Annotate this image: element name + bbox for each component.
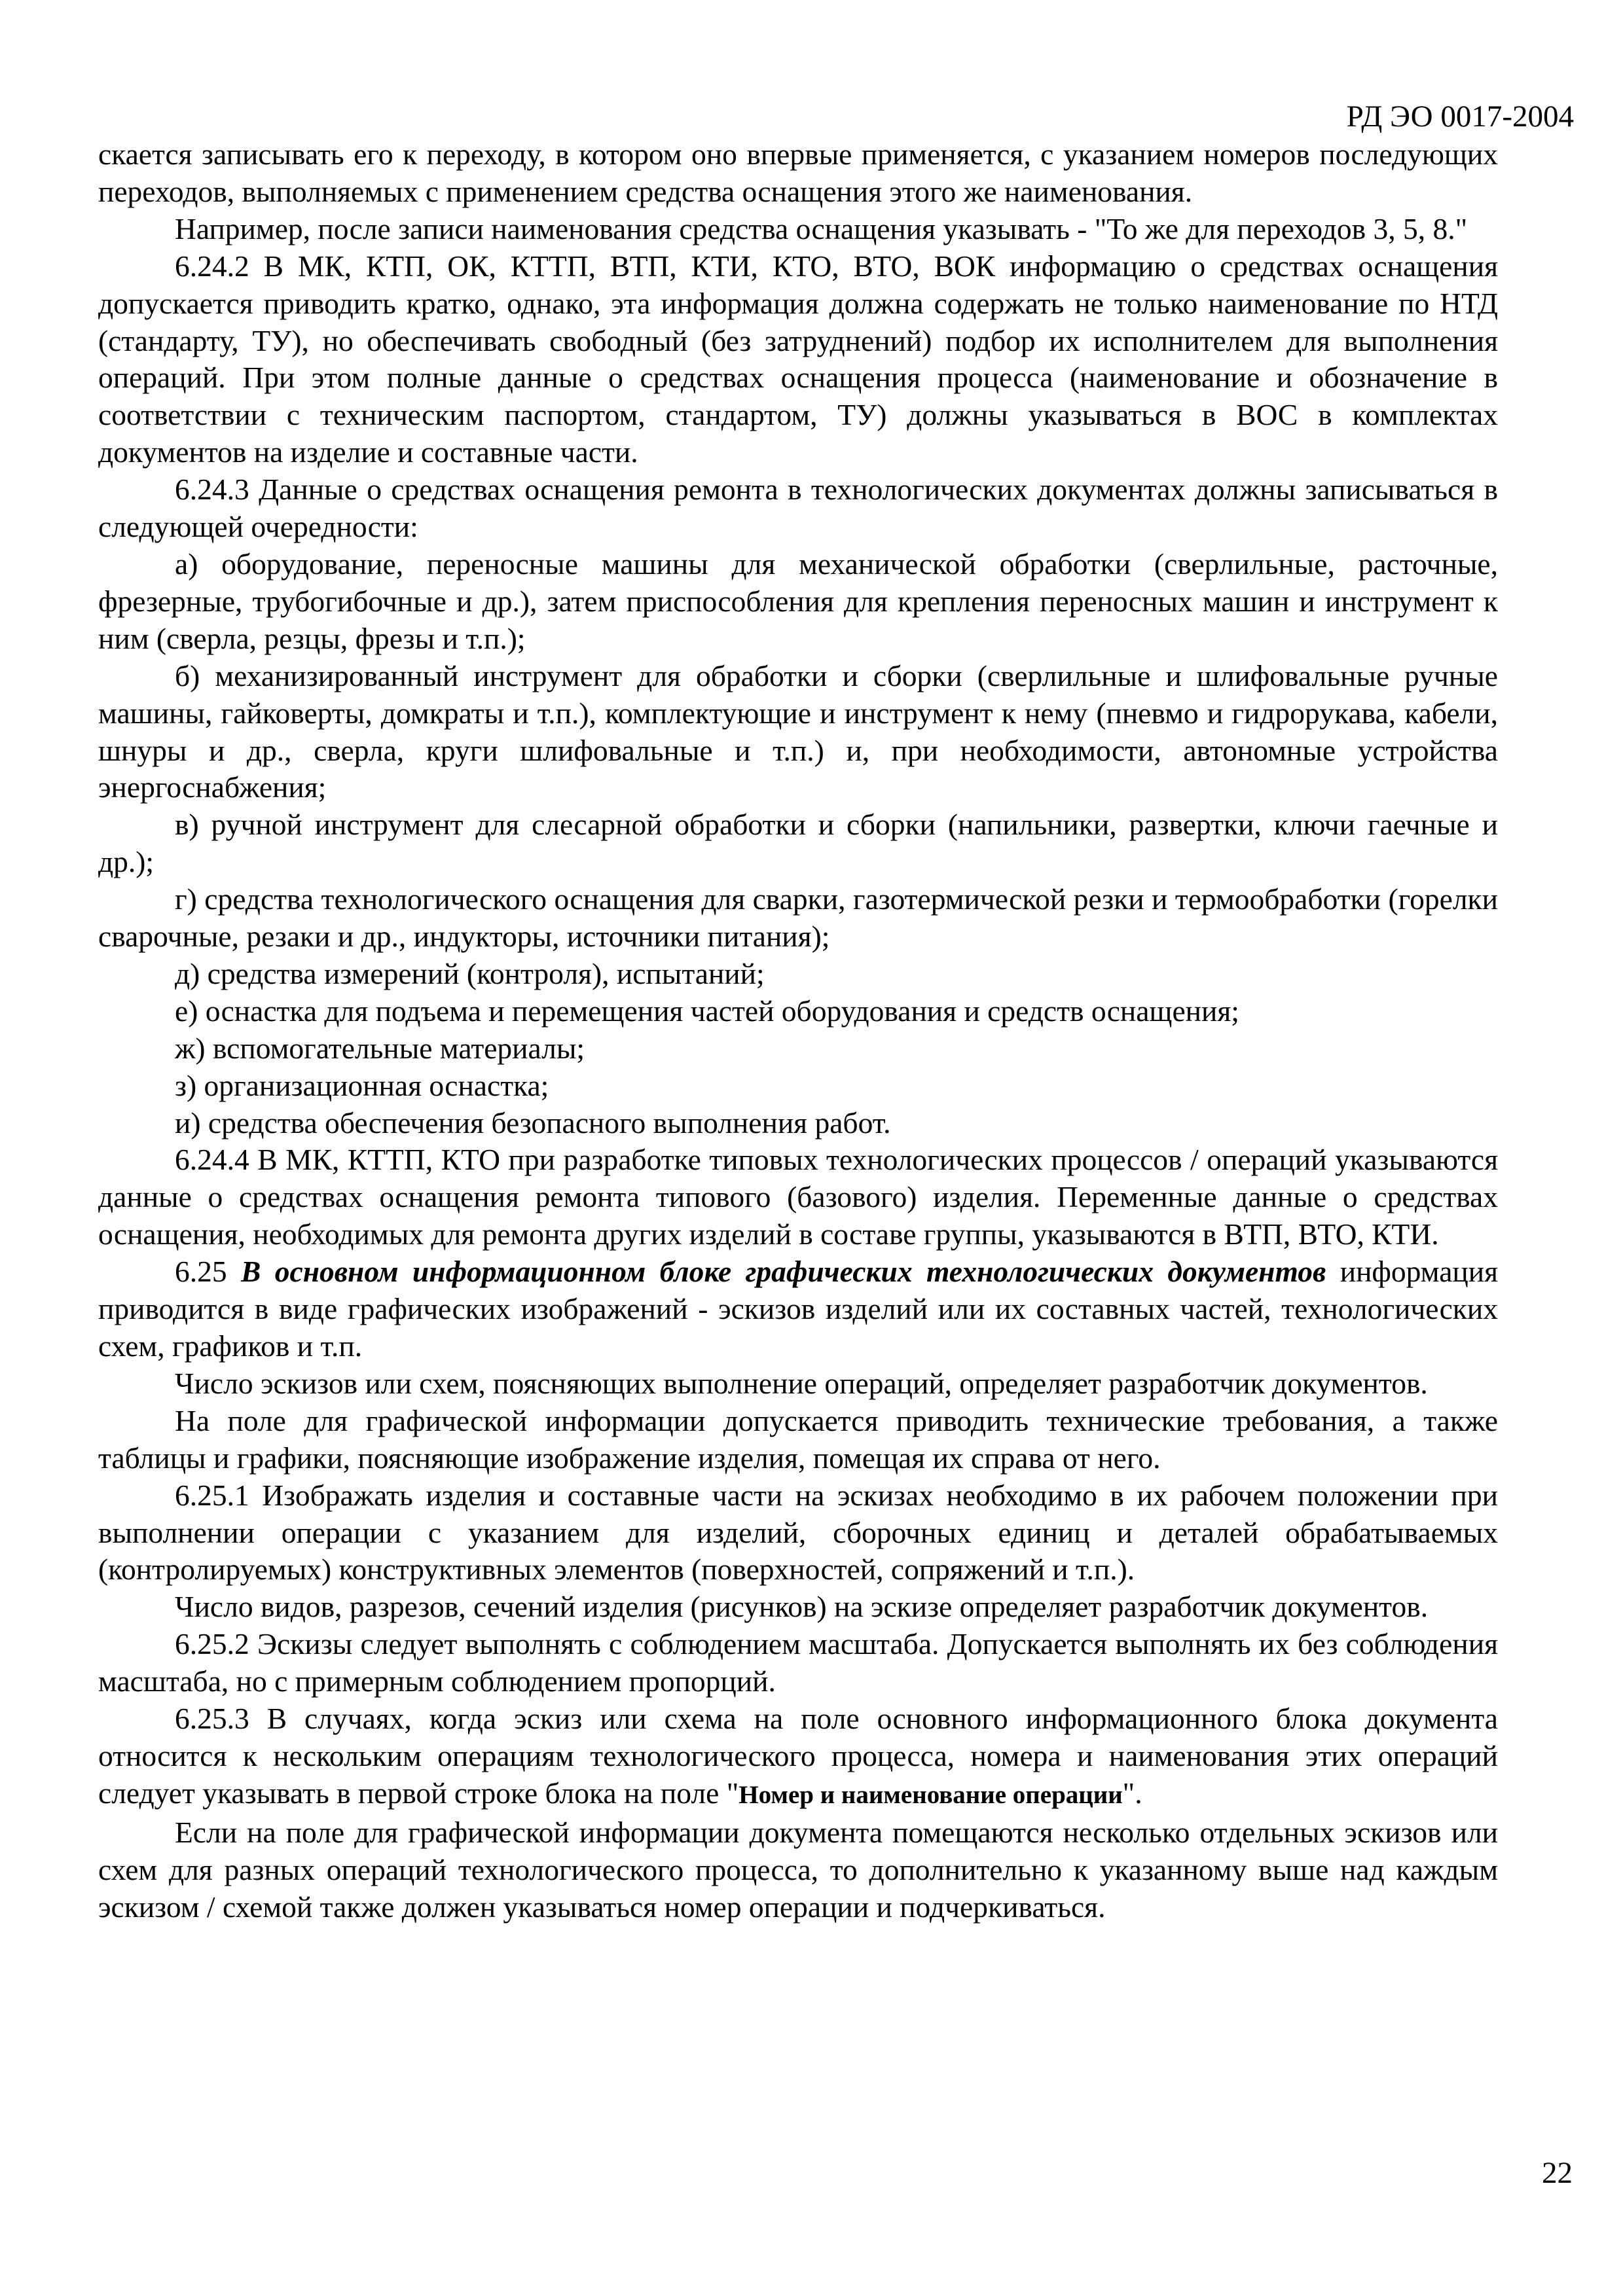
paragraph-6-25	[98, 1253, 1498, 1365]
paragraph-multiple-sketches: Если на поле для графической информации документа помещаются несколько отдельных эскизов или схем для разных операций технологического процесса, то дополнительно к указанному выше над каждым эскизом / схемой также должен указываться номер операции и подчеркиваться.	[98, 1815, 1498, 1924]
list-item-z: з) организационная оснастка;	[175, 1068, 549, 1102]
list-item-i: и) средства обеспечения безопасного выполнения работ.	[175, 1105, 891, 1139]
field-name-operation: Номер и наименование операции	[739, 1780, 1123, 1809]
list-item-d: д) средства измерений (контроля), испытаний;	[175, 956, 765, 990]
paragraph-graphic-field: На поле для графической информации допускается приводить технические требования, а также таблицы и графики, поясняющие изображение изделия, помещая их справа от него.	[98, 1403, 1498, 1475]
section-number: 6.25	[175, 1255, 242, 1289]
paragraph-text: 6.25.3 В случаях, когда эскиз или схема на поле основного информационного блока документа относится к нескольким операциям технологического процесса, номера и наименования этих операций следует указывать в первой строке блока на поле "	[98, 1702, 1498, 1810]
paragraph-views-count: Число видов, разрезов, сечений изделия (рисунков) на эскизе определяет разработчик документов.	[175, 1590, 1429, 1624]
paragraph-sketch-count: Число эскизов или схем, поясняющих выполнение операций, определяет разработчик документов.	[175, 1366, 1428, 1400]
list-item-a: а) оборудование, переносные машины для механической обработки (сверлильные, расточные, фрезерные, трубогибочные и др.), затем приспособления для крепления переносных машин и инструмент к ним (сверла, резцы, фрезы и т.п.);	[98, 547, 1498, 655]
list-item-g: г) средства технологического оснащения для сварки, газотермической резки и термообработки (горелки сварочные, резаки и др., индукторы, источники питания);	[98, 882, 1498, 954]
paragraph-6-25-3	[98, 1700, 1498, 1814]
emphasized-term: В основном информационном блоке графических технологических документов	[241, 1255, 1326, 1289]
paragraph-text-end: ".	[1122, 1776, 1142, 1810]
paragraph-6-24-3: 6.24.3 Данные о средствах оснащения ремонта в технологических документах должны записываться в следующей очередности:	[98, 473, 1498, 544]
paragraph-text: информация приводится в виде графических изображений - эскизов изделий или их составных частей, технологических схем, графиков и т.п.	[98, 1255, 1499, 1363]
list-item-v: в) ручной инструмент для слесарной обработки и сборки (напильники, развертки, ключи гаечные и др.);	[98, 808, 1498, 879]
document-code-header: РД ЭО 0017-2004	[1346, 99, 1574, 134]
paragraph-continuation: скается записывать его к переходу, в котором оно впервые применяется, с указанием номеров последующих переходов, выполняемых с применением средства оснащения этого же наименования.	[98, 137, 1498, 208]
list-item-zh: ж) вспомогательные материалы;	[175, 1031, 585, 1065]
page-number: 22	[1542, 2156, 1573, 2190]
paragraph-6-24-2: 6.24.2 В МК, КТП, ОК, КТТП, ВТП, КТИ, КТО, ВТО, ВОК информацию о средствах оснащения допускается приводить кратко, однако, эта информация должна содержать не только наименование по НТД (стандарту, ТУ), но обеспечивать свободный (без затруднений) подбор их исполнителем для выполнения операций. При этом полные данные о средствах оснащения процесса (наименование и обозначение в соответствии с техническим паспортом, стандартом, ТУ) должны указываться в ВОС в комплектах документов на изделие и составные части.	[98, 249, 1498, 469]
document-body	[98, 136, 1498, 1926]
list-item-e: е) оснастка для подъема и перемещения частей оборудования и средств оснащения;	[175, 994, 1239, 1028]
paragraph-6-25-1: 6.25.1 Изображать изделия и составные части на эскизах необходимо в их рабочем положении при выполнении операции с указанием для изделий, сборочных единиц и деталей обрабатываемых (контролируемых) конструктивных элементов (поверхностей, сопряжений и т.п.).	[98, 1478, 1498, 1587]
paragraph-6-25-2: 6.25.2 Эскизы следует выполнять с соблюдением масштаба. Допускается выполнять их без соблюдения масштаба, но с примерным соблюдением пропорций.	[98, 1627, 1498, 1698]
paragraph-example: Например, после записи наименования средства оснащения указывать - "То же для переходов 3, 5, 8."	[175, 211, 1468, 245]
paragraph-6-24-4: 6.24.4 В МК, КТТП, КТО при разработке типовых технологических процессов / операций указываются данные о средствах оснащения ремонта типового (базового) изделия. Переменные данные о средствах оснащения, необходимых для ремонта других изделий в составе группы, указываются в ВТП, ВТО, КТИ.	[98, 1143, 1498, 1251]
list-item-b: б) механизированный инструмент для обработки и сборки (сверлильные и шлифовальные ручные машины, гайковерты, домкраты и т.п.), комплектующие и инструмент к нему (пневмо и гидрорукава, кабели, шнуры и др., сверла, круги шлифовальные и т.п.) и, при необходимости, автономные устройства энергоснабжения;	[98, 658, 1498, 804]
